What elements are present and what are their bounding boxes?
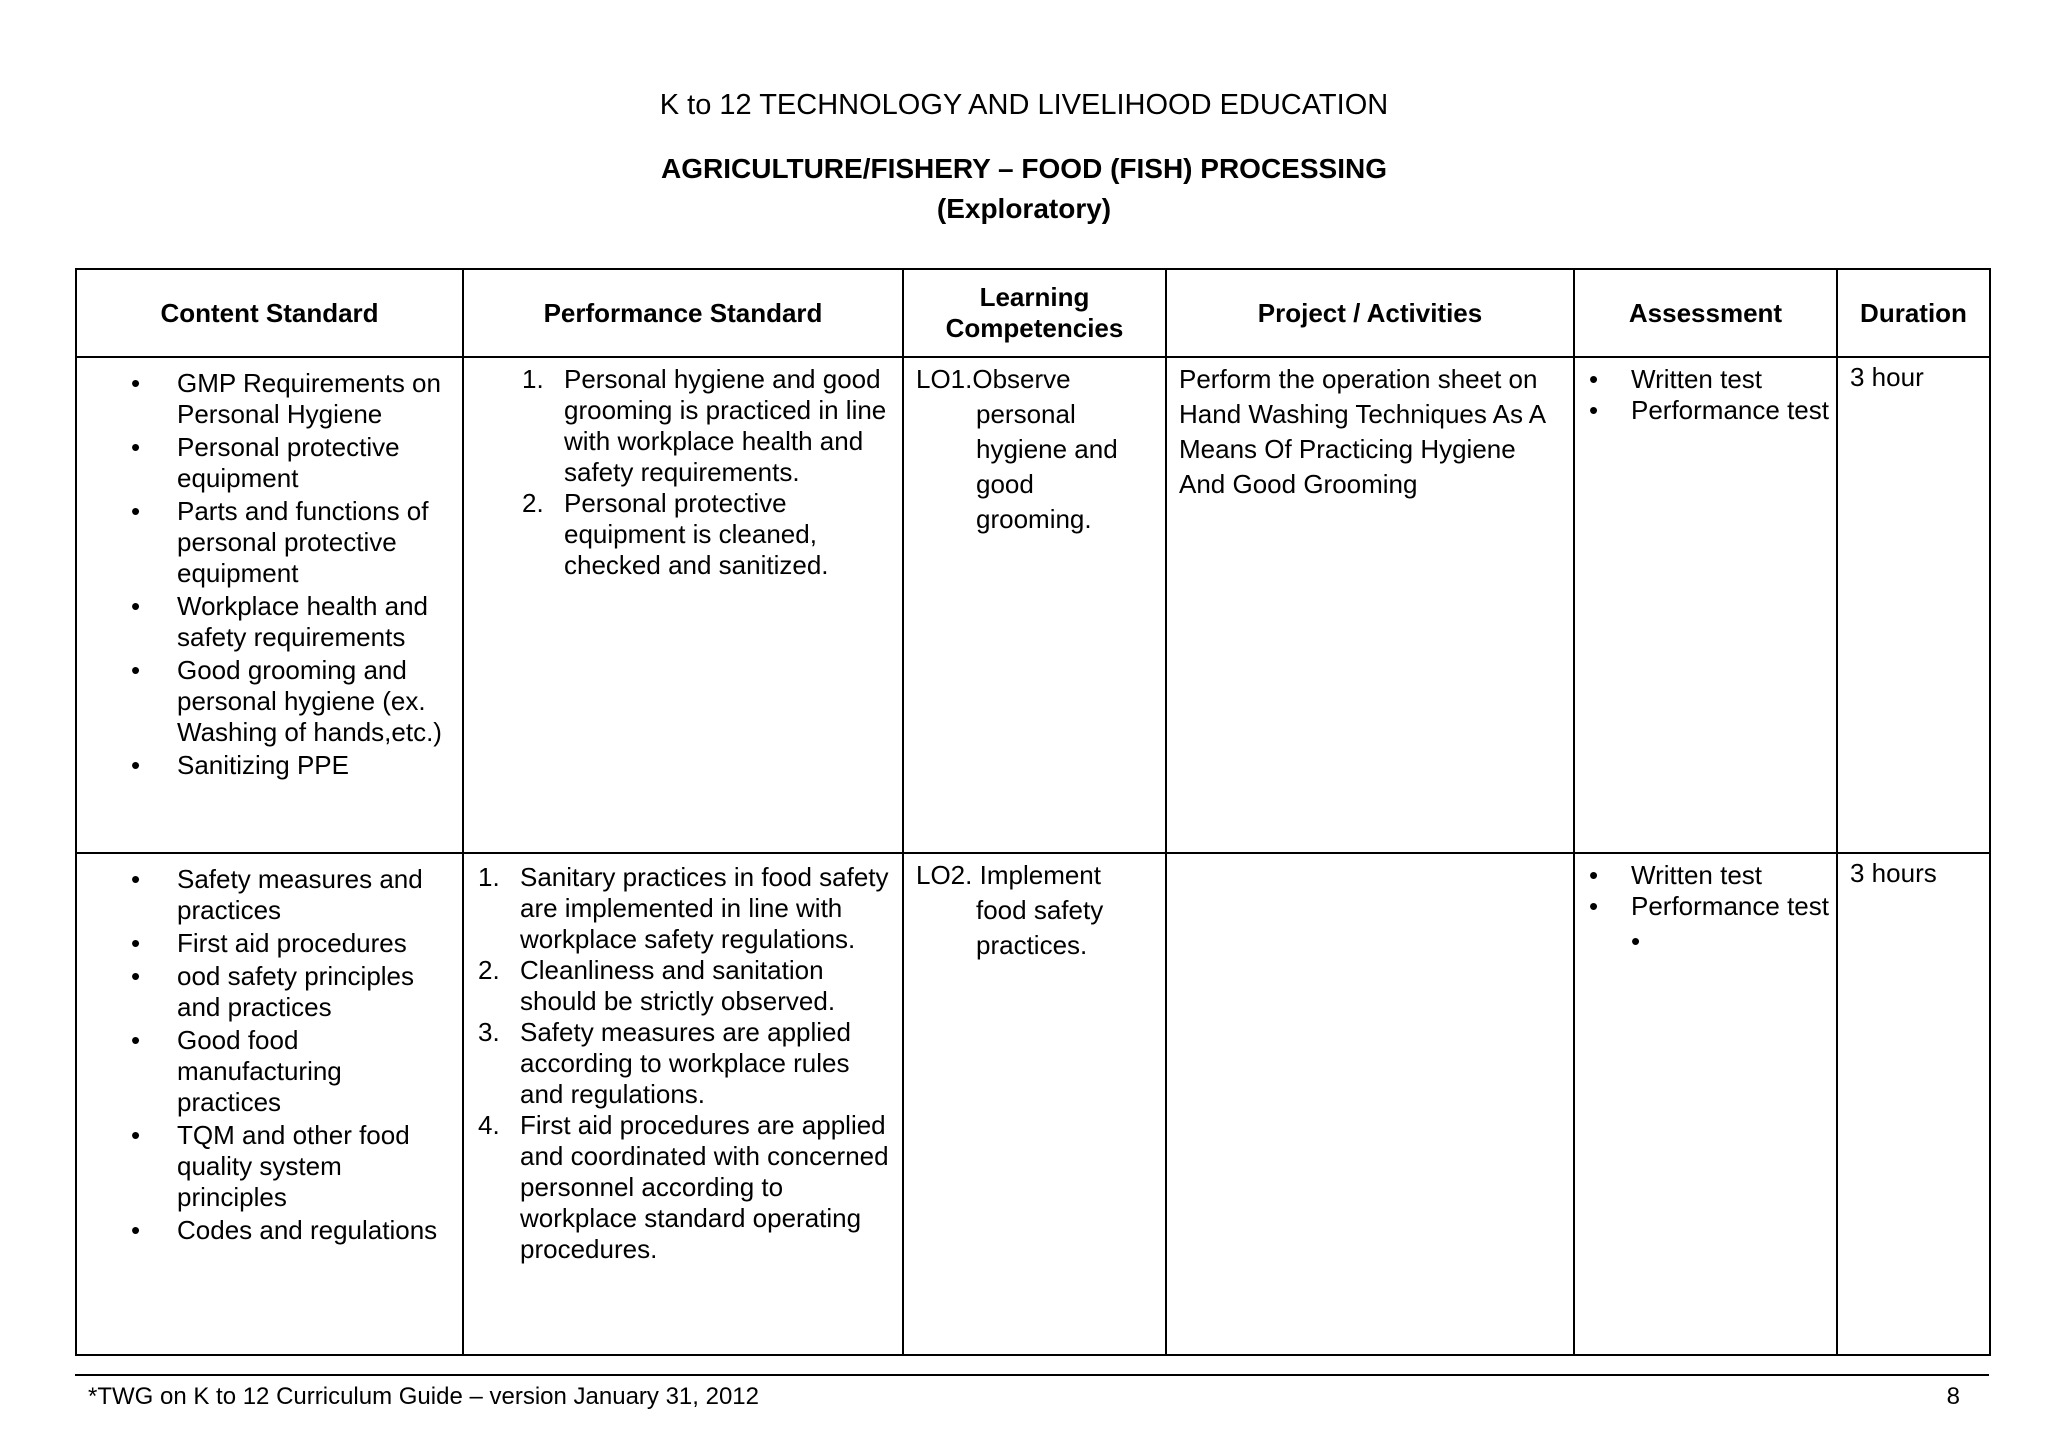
curriculum-table bbox=[75, 268, 1991, 1356]
column-header-learning-competencies bbox=[903, 269, 1166, 357]
duration-cell: 3 hour bbox=[1837, 357, 1990, 853]
list-number: 3. bbox=[478, 1017, 500, 1047]
learning-competency-cell bbox=[903, 853, 1166, 1355]
learning-header-line1: Learning bbox=[979, 282, 1090, 312]
document-title: K to 12 TECHNOLOGY AND LIVELIHOOD EDUCATION bbox=[659, 89, 1389, 121]
list-item: • Good grooming and personal hygiene (ex. Washing of hands,etc.) bbox=[77, 655, 452, 748]
list-item bbox=[464, 1017, 902, 1110]
column-header-project-activities: Project / Activities bbox=[1166, 269, 1574, 357]
list-item-text: Personal hygiene and good grooming is practiced in line with workplace health and safety requirements. bbox=[564, 364, 887, 487]
table-row bbox=[76, 853, 1990, 1355]
list-item bbox=[464, 488, 902, 581]
list-item: • TQM and other food quality system principles bbox=[77, 1120, 452, 1213]
footer-note: *TWG on K to 12 Curriculum Guide – version January 31, 2012 bbox=[88, 1383, 759, 1410]
column-header-assessment: Assessment bbox=[1574, 269, 1837, 357]
list-item: • GMP Requirements on Personal Hygiene bbox=[77, 368, 452, 430]
table-row bbox=[76, 357, 1990, 853]
list-item: • Codes and regulations bbox=[77, 1215, 452, 1246]
list-item-text: Safety measures are applied according to workplace rules and regulations. bbox=[520, 1017, 851, 1109]
list-number: 1. bbox=[522, 364, 544, 394]
performance-standard-list bbox=[464, 364, 902, 581]
list-item bbox=[464, 955, 902, 1017]
list-item: • Workplace health and safety requirements bbox=[77, 591, 452, 653]
learning-header-line2: Competencies bbox=[945, 313, 1124, 343]
list-item-text: Personal protective equipment is cleaned, checked and sanitized. bbox=[564, 488, 829, 580]
list-item: • Good food manufacturing practices bbox=[77, 1025, 452, 1118]
assessment-cell bbox=[1574, 357, 1837, 853]
learning-outcome-first-word: Observe bbox=[972, 364, 1071, 394]
list-item: • Written test bbox=[1575, 364, 1836, 395]
learning-outcome-code: LO1. bbox=[916, 364, 973, 394]
list-item-text: Cleanliness and sanitation should be strictly observed. bbox=[520, 955, 836, 1016]
list-item: • Performance test bbox=[1575, 891, 1836, 922]
list-item bbox=[464, 862, 902, 955]
page-number: 8 bbox=[1946, 1383, 1960, 1410]
list-item: • Written test bbox=[1575, 860, 1836, 891]
learning-outcome-first-line bbox=[916, 362, 1155, 397]
list-number: 2. bbox=[522, 488, 544, 518]
list-item: • Sanitizing PPE bbox=[77, 750, 452, 781]
list-item-text: Sanitary practices in food safety are implemented in line with workplace safety regulations. bbox=[520, 862, 889, 954]
learning-outcome-text: personal hygiene and good grooming. bbox=[976, 399, 1118, 534]
list-number: 2. bbox=[478, 955, 500, 985]
list-item: • Personal protective equipment bbox=[77, 432, 452, 494]
learning-outcome-first-line bbox=[916, 858, 1155, 893]
duration-cell: 3 hours bbox=[1837, 853, 1990, 1355]
performance-standard-cell bbox=[463, 853, 903, 1355]
list-item bbox=[464, 364, 902, 488]
list-item: • ood safety principles and practices bbox=[77, 961, 452, 1023]
document-subtitle: AGRICULTURE/FISHERY – FOOD (FISH) PROCESSING bbox=[661, 153, 1387, 184]
performance-standard-cell bbox=[463, 357, 903, 853]
list-item-text: First aid procedures are applied and coordinated with concerned personnel according to workplace standard operating procedures. bbox=[520, 1110, 889, 1264]
performance-standard-list bbox=[464, 862, 902, 1265]
learning-outcome-code: LO2. bbox=[916, 860, 973, 890]
learning-outcome-text: food safety practices. bbox=[976, 895, 1104, 960]
list-item: • First aid procedures bbox=[77, 928, 452, 959]
assessment-cell bbox=[1574, 853, 1837, 1355]
project-activity-cell: Perform the operation sheet on Hand Washing Techniques As A Means Of Practicing Hygiene And Good Grooming bbox=[1166, 357, 1574, 853]
footer-divider bbox=[75, 1374, 1989, 1376]
learning-competency-cell bbox=[903, 357, 1166, 853]
list-item bbox=[464, 1110, 902, 1265]
document-subtitle-exploratory: (Exploratory) bbox=[936, 193, 1112, 224]
list-number: 1. bbox=[478, 862, 500, 892]
list-item: • Performance test bbox=[1575, 395, 1836, 426]
content-standard-cell bbox=[76, 357, 463, 853]
project-activity-cell bbox=[1166, 853, 1574, 1355]
content-standard-cell bbox=[76, 853, 463, 1355]
column-header-performance-standard: Performance Standard bbox=[463, 269, 903, 357]
content-standard-list bbox=[77, 358, 462, 781]
list-item: • Parts and functions of personal protective equipment bbox=[77, 496, 452, 589]
list-item: • Safety measures and practices bbox=[77, 864, 452, 926]
assessment-list bbox=[1575, 854, 1836, 922]
empty-list-item bbox=[1575, 922, 1836, 953]
table-header-row bbox=[76, 269, 1990, 357]
column-header-content-standard: Content Standard bbox=[76, 269, 463, 357]
learning-outcome-first-word: Implement bbox=[979, 860, 1101, 890]
list-number: 4. bbox=[478, 1110, 500, 1140]
assessment-list bbox=[1575, 358, 1836, 426]
content-standard-list bbox=[77, 854, 462, 1246]
column-header-duration: Duration bbox=[1837, 269, 1990, 357]
